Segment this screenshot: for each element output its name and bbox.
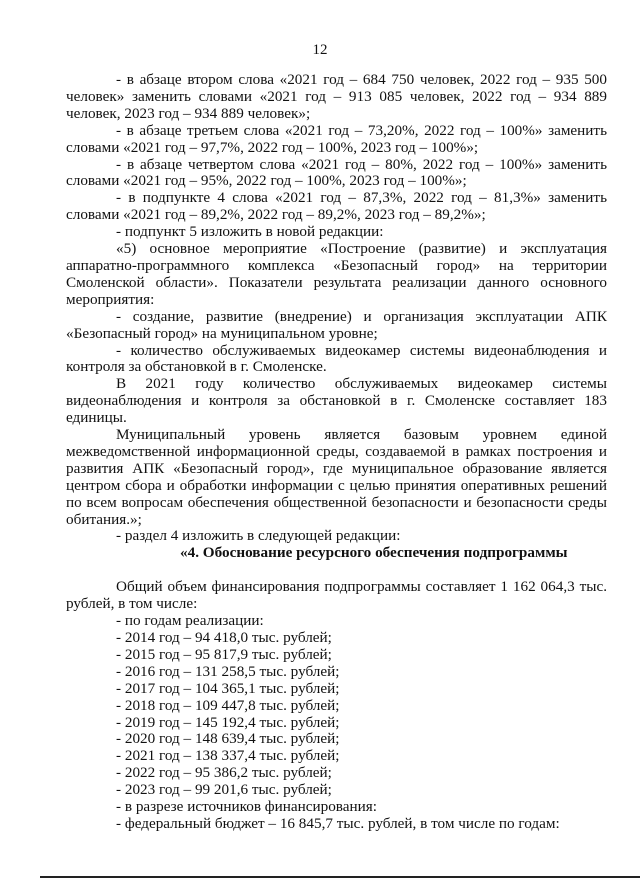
list-item-year-2014: - 2014 год – 94 418,0 тыс. рублей; [116, 629, 332, 646]
list-item-year-2018: - 2018 год – 109 447,8 тыс. рублей; [116, 696, 340, 714]
list-item-year-2023: - 2023 год – 99 201,6 тыс. рублей; [116, 781, 332, 799]
spacer [66, 562, 607, 579]
list-item-year-2017: - 2017 год – 104 365,1 тыс. рублей; [116, 679, 340, 697]
list-item-year-2015: - 2015 год – 95 817,9 тыс. рублей; [116, 645, 332, 663]
list-item-year-2020: - 2020 год – 148 639,4 тыс. рублей; [116, 730, 340, 748]
list-item-year-2016: - 2016 год – 131 258,5 тыс. рублей; [116, 662, 340, 680]
page-bottom-rule [40, 876, 640, 878]
list-item-year-2019: - 2019 год – 145 192,4 тыс. рублей; [116, 713, 340, 731]
paragraph-abzac-4: - в абзаце четвертом слова «2021 год – 80%, 2022 год – 100%» заменить словами «2021 год – 95%, 2022 год – 100%, 2023 год – 100%»; [66, 155, 607, 190]
list-item-apk-creation: - создание, развитие (внедрение) и организация эксплуатации АПК «Безопасный город» на муниципальном уровне; [66, 307, 607, 342]
paragraph-camera-2021: В 2021 году количество обслуживаемых видеокамер системы видеонаблюдения и контроля за обстановкой в г. Смоленске составляет 183 единицы. [66, 375, 607, 427]
page-number: 12 [312, 42, 328, 58]
list-item-year-2021: - 2021 год – 138 337,4 тыс. рублей; [116, 747, 340, 765]
paragraph-podpunkt-5-text: «5) основное мероприятие «Построение (развитие) и эксплуатация аппаратно-программного комплекса «Безопасный город» на территории Смоленской области». Показатели результата реализации данного основного мероприятия: [66, 240, 607, 308]
paragraph-abzac-3: - в абзаце третьем слова «2021 год – 73,20%, 2022 год – 100%» заменить словами «2021 год – 97,7%, 2022 год – 100%, 2023 год – 100%»; [66, 121, 607, 156]
paragraph-abzac-2: - в абзаце втором слова «2021 год – 684 750 человек, 2022 год – 935 500 человек» заменить словами «2021 год – 913 085 человек, 2022 год – 934 889 человек, 2023 год – 934 889 человек»; [66, 71, 607, 122]
paragraph-podpunkt-4: - в подпункте 4 слова «2021 год – 87,3%, 2022 год – 81,3%» заменить словами «2021 год – 89,2%, 2022 год – 89,2%, 2023 год – 89,2%»; [66, 189, 607, 224]
list-item-federal-budget: - федеральный бюджет – 16 845,7 тыс. рублей, в том числе по годам: [116, 814, 560, 832]
paragraph-funding-total: Общий объем финансирования подпрограммы составляет 1 162 064,3 тыс. рублей, в том числе: [66, 578, 607, 613]
section-heading: «4. Обоснование ресурсного обеспечения подпрограммы [180, 544, 568, 562]
list-item-year-2022: - 2022 год – 95 386,2 тыс. рублей; [116, 764, 332, 782]
list-item-camera-count: - количество обслуживаемых видеокамер системы видеонаблюдения и контроля за обстановкой в г. Смоленске. [66, 341, 607, 376]
list-item-by-years: - по годам реализации: [116, 612, 264, 630]
paragraph-municipal-level: Муниципальный уровень является базовым уровнем единой межведомственной информационной среды, создаваемой в рамках построения и развития АПК «Безопасный город», где муниципальное образование является центром сбора и обработки информации с целью принятия оперативных решений по всем вопросам обеспечения общественной безопасности и безопасности среды обитания.»; [66, 426, 607, 528]
paragraph-section-4-intro: - раздел 4 изложить в следующей редакции: [116, 527, 401, 545]
paragraph-podpunkt-5-intro: - подпункт 5 изложить в новой редакции: [116, 223, 384, 241]
document-body [66, 72, 607, 833]
list-item-by-sources: - в разрезе источников финансирования: [116, 798, 377, 816]
